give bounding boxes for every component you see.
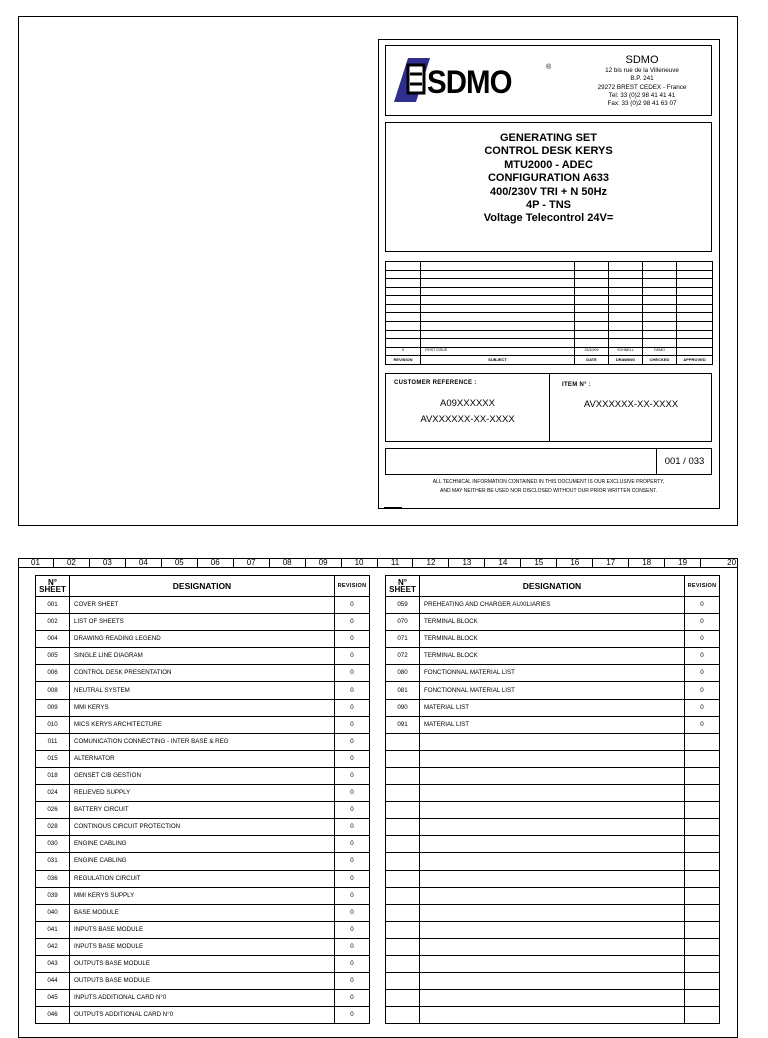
revision-cell: 0 (685, 699, 720, 716)
table-row (36, 750, 370, 767)
sheet-number-cell: 011 (36, 733, 70, 750)
revision-cell (685, 819, 720, 836)
sheet-number-box (385, 448, 712, 475)
sheet-number-cell: 026 (36, 802, 70, 819)
designation-cell: ENGINE CABLING (70, 853, 335, 870)
designation-cell (420, 785, 685, 802)
designation-cell: BATTERY CIRCUIT (70, 802, 335, 819)
revision-cell (685, 870, 720, 887)
company-name: SDMO (625, 54, 659, 66)
logo-wordmark: SDMO (427, 64, 512, 100)
designation-cell (420, 836, 685, 853)
sheet-number-cell (386, 1007, 420, 1024)
revision-cell: 0 (335, 631, 370, 648)
revision-cell: 0 (335, 819, 370, 836)
sheet-number-cell (386, 955, 420, 972)
revision-cell (685, 990, 720, 1007)
list-header-row (36, 576, 370, 597)
revision-cell: 0 (335, 767, 370, 784)
revision-cell: 0 (335, 887, 370, 904)
table-row (386, 870, 720, 887)
designation-cell (420, 921, 685, 938)
sheet-number-cell: 072 (386, 648, 420, 665)
sheet-number-cell: 009 (36, 699, 70, 716)
header-checked: CHECKED (643, 356, 677, 365)
document-title-box (385, 122, 712, 252)
designation-cell: INPUTS BASE MODULE (70, 921, 335, 938)
revision-cell: 0 (335, 904, 370, 921)
designation-cell: COMUNICATION CONNECTING - INTER BASE & REG (70, 733, 335, 750)
table-row (36, 767, 370, 784)
item-number-value: AVXXXXXX-XX-XXXX (583, 399, 679, 410)
item-number-label: ITEM N° : (562, 382, 592, 388)
revision-cell: 0 (685, 682, 720, 699)
header-revision: REVISION (685, 576, 720, 597)
revision-cell (685, 1007, 720, 1024)
column-number: 14 (485, 558, 521, 568)
designation-cell (420, 1007, 685, 1024)
column-number: 08 (270, 558, 306, 568)
revision-cell: 0 (335, 955, 370, 972)
table-row (386, 836, 720, 853)
column-number: 12 (413, 558, 449, 568)
designation-cell (420, 904, 685, 921)
column-number: 09 (306, 558, 342, 568)
table-row (386, 802, 720, 819)
table-row (36, 682, 370, 699)
sheet-number-cell (386, 938, 420, 955)
sheet-number: 001 / 033 (664, 456, 705, 467)
customer-reference-label: CUSTOMER REFERENCE : (394, 380, 477, 386)
column-number: 11 (378, 558, 414, 568)
revision-cell: 0 (335, 836, 370, 853)
designation-cell: TERMINAL BLOCK (420, 614, 685, 631)
table-row (386, 614, 720, 631)
table-row (386, 648, 720, 665)
table-row (386, 733, 720, 750)
table-row (36, 904, 370, 921)
sheet-number-cell: 059 (386, 597, 420, 614)
revision-cell: 0 (335, 665, 370, 682)
sheet-number-cell: 018 (36, 767, 70, 784)
sheet-number-cell: 004 (36, 631, 70, 648)
sheet-number-cell: 006 (36, 665, 70, 682)
revision-cell (685, 973, 720, 990)
sheet-number-cell: 008 (36, 682, 70, 699)
table-row (36, 853, 370, 870)
table-row (36, 938, 370, 955)
sheet-number-cell (386, 750, 420, 767)
table-row (36, 887, 370, 904)
sheet-number-cell: 001 (36, 597, 70, 614)
document-title (386, 132, 711, 226)
sheet-number-cell: 015 (36, 750, 70, 767)
table-row (36, 631, 370, 648)
company-logo (394, 54, 552, 106)
sheet-number-cell: 002 (36, 614, 70, 631)
sheet-number-cell: 030 (36, 836, 70, 853)
title-line: MTU2000 - ADEC (504, 158, 593, 171)
sheet-number-cell: 024 (36, 785, 70, 802)
table-row (386, 921, 720, 938)
column-number: 19 (665, 558, 701, 568)
table-row (36, 819, 370, 836)
table-row (386, 955, 720, 972)
sheet-number-cell: 043 (36, 955, 70, 972)
revision-index: 0 (386, 347, 421, 356)
column-number: 10 (342, 558, 378, 568)
sheet-number-cell: 005 (36, 648, 70, 665)
header-sheet-number (386, 576, 420, 597)
header-designation: DESIGNATION (70, 576, 335, 597)
designation-cell: NEUTRAL SYSTEM (70, 682, 335, 699)
sheet-number-cell (386, 870, 420, 887)
table-row (386, 990, 720, 1007)
column-number: 05 (162, 558, 198, 568)
table-row (386, 665, 720, 682)
revision-cell: 0 (335, 614, 370, 631)
revision-cell (685, 853, 720, 870)
designation-cell: INPUTS BASE MODULE (70, 938, 335, 955)
revision-cell: 0 (335, 785, 370, 802)
sheet-number-cell: 091 (386, 716, 420, 733)
designation-cell: MICS KERYS ARCHITECTURE (70, 716, 335, 733)
designation-cell (420, 973, 685, 990)
designation-cell (420, 955, 685, 972)
header-sheet-line: SHEET (389, 585, 416, 594)
revision-cell: 0 (685, 631, 720, 648)
company-address (572, 67, 712, 108)
revision-cell: 0 (335, 699, 370, 716)
column-number: 01 (18, 558, 54, 568)
designation-cell: MMI KERYS (70, 699, 335, 716)
revision-cell: 0 (335, 716, 370, 733)
logo-emblem-icon (394, 54, 430, 104)
table-row (386, 904, 720, 921)
revision-cell (685, 938, 720, 955)
revision-cell (685, 955, 720, 972)
title-line: 400/230V TRI + N 50Hz (489, 185, 608, 198)
sheet-list-left (35, 575, 369, 1024)
customer-reference-box (385, 373, 712, 442)
table-row (36, 990, 370, 1007)
designation-cell: COVER SHEET (70, 597, 335, 614)
revision-cell: 0 (335, 921, 370, 938)
list-header-row (386, 576, 720, 597)
table-row (36, 648, 370, 665)
sheet-number-cell: 090 (386, 699, 420, 716)
title-line: Voltage Telecontrol 24V= (483, 212, 614, 225)
title-line: CONFIGURATION A633 (487, 172, 609, 185)
designation-cell: FONCTIONNAL MATERIAL LIST (420, 682, 685, 699)
sheet-number-cell: 031 (36, 853, 70, 870)
revision-cell: 0 (335, 648, 370, 665)
table-row (386, 887, 720, 904)
sheet-number-cell: 045 (36, 990, 70, 1007)
sheet-number-cell: 042 (36, 938, 70, 955)
revision-cell (685, 921, 720, 938)
company-header (385, 45, 712, 116)
header-sheet-line: N° (48, 577, 57, 587)
sheet-number-cell (386, 904, 420, 921)
sheet-number-cell: 036 (36, 870, 70, 887)
revision-cell: 0 (335, 990, 370, 1007)
sheet-number-cell: 046 (36, 1007, 70, 1024)
designation-cell: CONTROL DESK PRESENTATION (70, 665, 335, 682)
column-number: 07 (234, 558, 270, 568)
table-row (36, 597, 370, 614)
sheet-list-right (385, 575, 719, 1024)
table-row (386, 631, 720, 648)
table-row (36, 921, 370, 938)
sheet-number-cell (386, 921, 420, 938)
table-row (386, 597, 720, 614)
revision-cell: 0 (685, 665, 720, 682)
sheet-number-cell (386, 973, 420, 990)
designation-cell: RELIEVED SUPPLY (70, 785, 335, 802)
revision-drawing: SCHNELL (609, 347, 643, 356)
table-row (36, 836, 370, 853)
table-row (386, 682, 720, 699)
confidentiality-notice (385, 478, 712, 496)
sheet-number-cell: 071 (386, 631, 420, 648)
designation-cell: INPUTS ADDITIONAL CARD N°0 (70, 990, 335, 1007)
sheet-number-cell (386, 785, 420, 802)
sheet-number-cell: 039 (36, 887, 70, 904)
table-row (36, 973, 370, 990)
table-row (36, 1007, 370, 1024)
title-line: 4P - TNS (525, 199, 572, 212)
header-approved: APPROVED (677, 356, 713, 365)
revision-cell (685, 887, 720, 904)
column-number: 16 (557, 558, 593, 568)
designation-cell: LIST OF SHEETS (70, 614, 335, 631)
revision-cell: 0 (335, 733, 370, 750)
revision-cell: 0 (685, 716, 720, 733)
designation-cell (420, 938, 685, 955)
address-line: 12 bis rue de la Villeneuve (605, 67, 679, 74)
designation-cell (420, 733, 685, 750)
column-number: 02 (54, 558, 90, 568)
header-revision: REVISION (335, 576, 370, 597)
sheet-number-cell: 010 (36, 716, 70, 733)
table-row (36, 716, 370, 733)
designation-cell (420, 750, 685, 767)
address-line: Fax: 33 (0)2 98 41 63 07 (607, 100, 677, 108)
revision-cell (685, 767, 720, 784)
corner-mark (384, 507, 402, 509)
designation-cell: PREHEATING AND CHARGER AUXILIARIES (420, 597, 685, 614)
sheet-number-cell (386, 836, 420, 853)
designation-cell: MMI KERYS SUPPLY (70, 887, 335, 904)
designation-cell (420, 767, 685, 784)
customer-reference-value: AVXXXXXX-XX-XXXX (420, 414, 515, 425)
revision-approved (677, 347, 713, 356)
table-row (386, 767, 720, 784)
revision-cell (685, 785, 720, 802)
revision-cell: 0 (685, 597, 720, 614)
revision-cell: 0 (335, 750, 370, 767)
designation-cell: MATERIAL LIST (420, 699, 685, 716)
revision-cell: 0 (335, 1007, 370, 1024)
table-row (386, 1007, 720, 1024)
sheet-number-cell: 044 (36, 973, 70, 990)
column-number: 15 (521, 558, 557, 568)
table-row (386, 819, 720, 836)
table-row (36, 802, 370, 819)
revision-cell (685, 802, 720, 819)
designation-cell: CONTINOUS CIRCUIT PROTECTION (70, 819, 335, 836)
designation-cell (420, 819, 685, 836)
header-date: DATE (575, 356, 609, 365)
revision-checked: DEMO (643, 347, 677, 356)
sheet-number-cell: 070 (386, 614, 420, 631)
table-row (36, 785, 370, 802)
table-row (36, 614, 370, 631)
address-line: B.P. 241 (630, 75, 654, 83)
column-number: 18 (629, 558, 665, 568)
sheet-number-cell (386, 887, 420, 904)
revision-cell (685, 733, 720, 750)
sheet-number-cell: 040 (36, 904, 70, 921)
address-line: 29272 BREST CEDEX - France (597, 83, 687, 91)
revision-row-first-issue (386, 347, 713, 356)
title-line: CONTROL DESK KERYS (484, 145, 613, 158)
sheet-number-cell (386, 819, 420, 836)
title-line: GENERATING SET (500, 132, 597, 144)
header-designation: DESIGNATION (420, 576, 685, 597)
designation-cell (420, 870, 685, 887)
table-row (386, 785, 720, 802)
table-row (36, 665, 370, 682)
revision-cell: 0 (685, 648, 720, 665)
revision-date: 24/10/09 (575, 347, 609, 356)
column-number: 04 (126, 558, 162, 568)
column-number: 13 (449, 558, 485, 568)
revision-cell: 0 (335, 973, 370, 990)
designation-cell (420, 887, 685, 904)
revision-cell: 0 (335, 597, 370, 614)
revision-cell (685, 904, 720, 921)
sheet-number-cell (386, 767, 420, 784)
revision-cell: 0 (335, 802, 370, 819)
header-sheet-number (36, 576, 70, 597)
table-row (386, 938, 720, 955)
table-row (36, 870, 370, 887)
sheet-number-cell (386, 733, 420, 750)
designation-cell: TERMINAL BLOCK (420, 648, 685, 665)
column-number: 06 (198, 558, 234, 568)
header-revision: REVISION (386, 356, 421, 365)
sheet-number-cell (386, 853, 420, 870)
designation-cell: MATERIAL LIST (420, 716, 685, 733)
designation-cell: TERMINAL BLOCK (420, 631, 685, 648)
table-row (36, 733, 370, 750)
designation-cell: OUTPUTS BASE MODULE (70, 973, 335, 990)
revision-header-row (386, 356, 713, 365)
sheet-number-cell: 041 (36, 921, 70, 938)
column-number: 03 (90, 558, 126, 568)
designation-cell: GENSET C/B GESTION (70, 767, 335, 784)
revision-cell (685, 750, 720, 767)
header-drawing: DRAWING (609, 356, 643, 365)
designation-cell: BASE MODULE (70, 904, 335, 921)
revision-cell: 0 (335, 853, 370, 870)
column-number: 17 (593, 558, 629, 568)
designation-cell: ALTERNATOR (70, 750, 335, 767)
table-row (386, 699, 720, 716)
sheet-number-cell: 028 (36, 819, 70, 836)
designation-cell (420, 802, 685, 819)
designation-cell: SINGLE LINE DIAGRAM (70, 648, 335, 665)
registered-mark-icon: ® (546, 64, 552, 71)
designation-cell: OUTPUTS BASE MODULE (70, 955, 335, 972)
revision-table (385, 261, 712, 365)
revision-cell: 0 (335, 870, 370, 887)
customer-reference-value: A09XXXXXX (440, 398, 495, 409)
revision-cell: 0 (335, 938, 370, 955)
revision-subject: FIRST ISSUE (421, 347, 575, 356)
legal-line: AND MAY NEITHER BE USED NOR DISCLOSED WITHOUT OUR PRIOR WRITTEN CONSENT. (440, 488, 657, 494)
table-row (386, 853, 720, 870)
revision-cell: 0 (335, 682, 370, 699)
designation-cell (420, 853, 685, 870)
designation-cell: FONCTIONNAL MATERIAL LIST (420, 665, 685, 682)
sheet-number-cell (386, 990, 420, 1007)
sheet-number-cell: 080 (386, 665, 420, 682)
designation-cell: OUTPUTS ADDITIONAL CARD N°0 (70, 1007, 335, 1024)
designation-cell (420, 990, 685, 1007)
address-line: Tel: 33 (0)2 98 41 41 41 (608, 91, 676, 99)
legal-line: ALL TECHNICAL INFORMATION CONTAINED IN THIS DOCUMENT IS OUR EXCLUSIVE PROPERTY, (432, 479, 665, 485)
sheet-number-cell (386, 802, 420, 819)
table-row (386, 716, 720, 733)
table-row (386, 750, 720, 767)
header-sheet-line: SHEET (39, 585, 66, 594)
designation-cell: DRAWING READING LEGEND (70, 631, 335, 648)
designation-cell: REGULATION CIRCUIT (70, 870, 335, 887)
table-row (386, 973, 720, 990)
revision-cell: 0 (685, 614, 720, 631)
header-subject: SUBJECT (421, 356, 575, 365)
table-row (36, 699, 370, 716)
sheet-number-cell: 081 (386, 682, 420, 699)
header-sheet-line: N° (398, 577, 407, 587)
revision-cell (685, 836, 720, 853)
table-row (36, 955, 370, 972)
designation-cell: ENGINE CABLING (70, 836, 335, 853)
column-number: 20 (701, 558, 738, 568)
column-number-strip (18, 558, 738, 568)
